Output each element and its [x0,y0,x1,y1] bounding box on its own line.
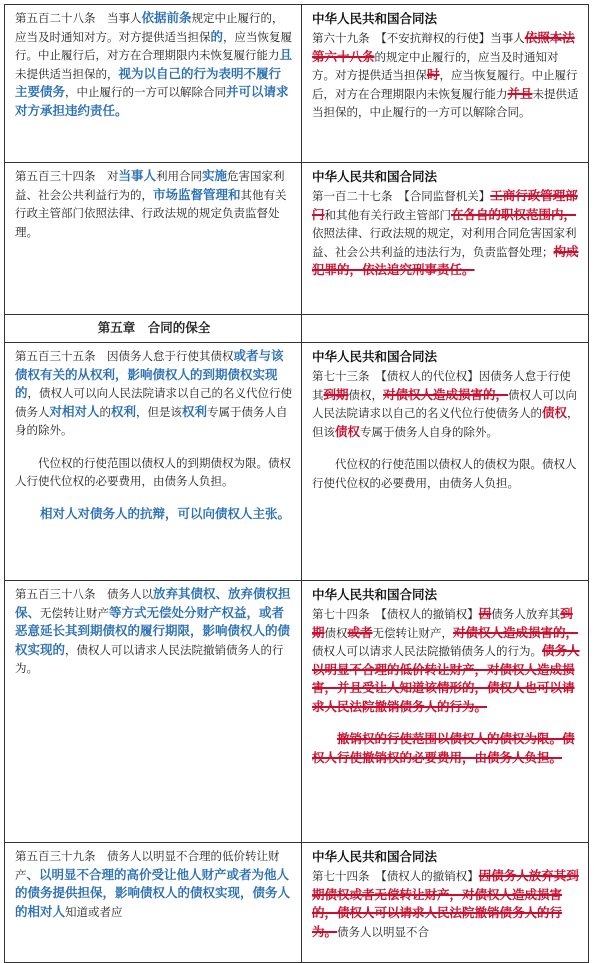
new-text-run: 当事人 [118,168,157,183]
text-run: 专属于债务人自身的除外。 [360,424,499,439]
deleted-text-run: 并且 [507,85,533,101]
new-text-run: 等方式无偿处分财产权益，或者恶意延长其到期债权的履行期限，影响债权人的债权实现的 [15,604,291,657]
law-title: 中华人民共和国合同法 [312,349,438,364]
civil-code-cell [5,581,302,843]
text-run: 债务人以明显不合 [337,924,430,939]
text-run: 的 [99,404,112,419]
text-run: 知道或者应 [65,904,123,919]
table-body [5,5,589,963]
article-paragraph: 代位权的行使范围以债权人的债权为限。债权人行使代位权的必要费用，由债务人负担。 [312,457,577,490]
text-run: 第七十四条 【债权人的撤销权】 [312,869,479,883]
law-title: 中华人民共和国合同法 [312,849,438,864]
text-run: 规定中止履行的，应当及时通知对方。对方提供适当担保 [15,11,284,44]
contract-law-cell [302,843,589,963]
text-run: ，但是该 [136,404,183,419]
article-text [312,187,580,280]
text-run: 未提供适当担保的，中止履行的一方可以解除合同。 [312,86,579,119]
text-run: 第五百二十八条 当事人 [15,11,142,25]
table-row [5,581,589,843]
text-run: ，但该 [312,406,579,439]
table-row [5,163,589,315]
text-run: 第五百三十九条 债务人以明显不合理的低价转让财产 [15,849,280,882]
deleted-text-run: 到期 [323,386,349,402]
new-text-run: 或者与该债权有关的从权利，影响债权人的到期债权实现的 [15,348,284,400]
new-text-run: 市场监督管理和 [153,186,241,202]
text-run: 专属于债务人自身的除外。 [15,404,288,437]
deleted-paragraph: 撤销权的行使范围以债权人的债权为限。债权人行使撤销权的必要费用，由债务人负担。 [312,731,575,765]
table-row [5,5,589,163]
new-text-run: 实施 [202,168,228,183]
deleted-text-run: 因债务人放弃其到期债权或者无偿转让财产，对债权人造成损害的，债权人可以请求人民法院撤销债务人的行为。 [312,868,579,939]
text-run: 无偿转让财产， [372,625,454,640]
article-text [312,367,580,441]
law-title: 中华人民共和国合同法 [312,169,438,184]
new-text-run: 的 [210,28,224,44]
text-run: 和其他有关行政主管部门 [324,207,452,222]
deleted-text-run: 债务人以明显不合理的低价转让财产，对债权人造成损害，并且受让人知道该情形的，债权人也可以请求人民法院撤销债务人的行为。 [312,643,580,714]
article-text [312,29,580,122]
text-run: 利用合同 [156,169,203,183]
new-text-run: 放弃其债权、放弃债权担保、 [15,586,291,620]
text-run: 第五百三十五条 因债务人怠于行使其债权 [15,349,234,363]
contract-law-cell [302,581,589,843]
law-title: 中华人民共和国合同法 [312,11,438,26]
article-text [15,9,293,120]
new-text-run: 依据前条 [141,10,192,25]
comparison-table [4,4,589,963]
deleted-text-run: 时 [427,67,440,82]
text-run: 无偿转让财产 [40,605,110,620]
new-text-run: 视为以自己的行为表明不履行主要债务 [15,65,282,99]
article-text [312,867,580,941]
new-text-run: 、以明显不合理的高价受让他人财产或者为他人的债务提供担保，影响债权人的债权实现，债务人的相对人 [15,866,291,919]
table-row [5,315,589,343]
article-text [15,347,293,440]
chapter-heading: 第五章 合同的保全 [5,315,302,343]
deleted-text-run: 对债权人造成损害的， [383,386,509,402]
deleted-text-run: 构成犯罪的，依法追究刑事责任。 [312,243,579,277]
article-text [312,605,580,716]
new-text-run: 权利 [182,403,208,419]
article-paragraph: 代位权的行使范围以债权人的到期债权为限。债权人行使代位权的必要费用，由债务人负担。 [15,455,291,488]
text-run: 第一百二十七条 【合同监督机关】 [312,189,491,203]
civil-code-cell [5,343,302,581]
text-run: 依照法律、行政法规的规定，对利用合同危害国家利益、社会公共利益的违法行为，负责监督处理； [312,226,577,259]
law-title: 中华人民共和国合同法 [312,587,438,602]
civil-code-cell [5,5,302,163]
text-run: 其他有关行政主管部门依照法律、行政法规的规定负责监督处理。 [15,187,287,239]
text-run: 的规定中止履行的，应当及时通知对方。对方提供适当担保 [312,49,559,82]
changed-text-run: 债权 [542,405,568,420]
text-run: 第五百三十四条 对 [15,169,119,183]
deleted-text-run: 到期 [312,606,573,640]
new-text-run: 且 [279,47,293,62]
new-text-run: 权利 [111,403,137,419]
text-run: 第六十九条 【不安抗辩权的行使】当事人 [312,31,525,45]
text-run: ，应当恢复履行。中止履行后，对方在合理期限内未恢复履行能力 [15,29,293,62]
civil-code-cell [5,843,302,963]
deleted-text-run: 或者 [347,624,373,640]
contract-law-cell [302,5,589,163]
deleted-text-run: 依照本法第六十八条 [312,30,575,64]
text-run: 第七十四条 【债权人的撤销权】 [312,607,479,621]
article-text [15,585,293,678]
text-run: 第五百三十八条 债务人以 [15,587,153,601]
text-run: 债权， [348,387,384,402]
new-text-run: 并可以请求对方承担违约责任。 [15,84,289,118]
text-run: ，债权人可以向人民法院请求以自己的名义代位行使债务人 [15,386,293,419]
article-text [15,847,293,921]
text-run: 第七十三条 【债权人的代位权】因债务人怠于行使其 [312,369,571,402]
table-row [5,843,589,963]
text-run: 债务人放弃其 [491,607,561,621]
text-run: ，中止履行的一方可以解除合同 [65,85,227,99]
empty-cell [302,315,589,343]
text-run: ，债权人可以请求人民法院撤销债务人的行为。 [15,642,284,675]
deleted-text-run: 在各自的职权范围内， [451,206,577,222]
new-text-run: 对相对人 [49,403,100,419]
contract-law-cell [302,343,589,581]
article-text [15,167,293,241]
deleted-text-run: 工商行政管理部门 [312,188,578,222]
text-run: 未提供适当担保的， [15,66,119,81]
civil-code-cell [5,163,302,315]
contract-law-cell [302,163,589,315]
new-article-paragraph: 相对人对债务人的抗辩，可以向债权人主张。 [40,505,291,521]
text-run: 债权人可以请求人民法院撤销债务人的行为。 [312,644,542,658]
changed-text-run: 债权 [335,423,361,439]
deleted-text-run: 因 [478,606,492,621]
text-run: 债权 [324,625,348,640]
text-run: 危害国家利益、社会公共利益行为的， [15,169,285,202]
text-run: 债权人可以向人民法院请求以自己的名义代位行使债务人的 [312,387,578,420]
table-row [5,343,589,581]
deleted-text-run: 对债权人造成损害的， [453,624,579,640]
text-run: ，应当恢复履行。中止履行后，对方在合理期限内未恢复履行能力 [312,68,578,101]
